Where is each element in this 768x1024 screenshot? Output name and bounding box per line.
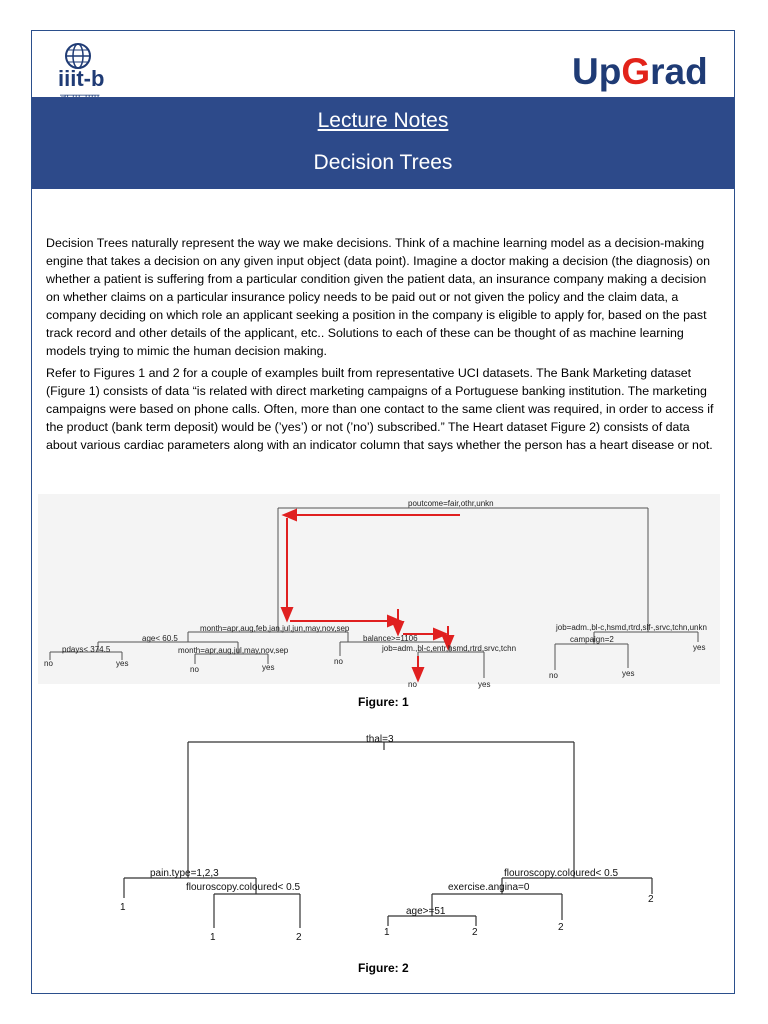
f2-node-root: thal=3: [366, 734, 394, 745]
f1-leaf: yes: [116, 659, 129, 668]
f2-leaf: 2: [558, 922, 564, 933]
figure1-background: [38, 494, 720, 684]
f2-node-age: age>=51: [406, 906, 446, 917]
f1-leaf: yes: [262, 663, 275, 672]
f2-leaf: 1: [120, 902, 126, 913]
f1-leaf: no: [44, 659, 53, 668]
figure2-caption: Figure: 2: [358, 961, 409, 975]
f2-node-flouro1: flouroscopy.coloured< 0.5: [186, 882, 301, 893]
f1-node-job1: job=adm.,bl-c,entr,hsmd,rtrd,srvc,tchn: [382, 644, 517, 653]
f1-leaf: no: [549, 671, 558, 680]
upgrad-logo-part1: Up: [572, 51, 622, 92]
f2-leaf: 2: [472, 927, 478, 938]
datasets-paragraph: Refer to Figures 1 and 2 for a couple of examples built from representative UCI datasets. The Bank Marketing dataset (Figure 1) consists of data “is related with direct marketing campaigns of a Portuguese banking institution. The marketing campaigns were based on phone calls. Often, more than one contact to the same client was required, in order to access if the product (bank term deposit) would be (’yes’) or not (’no’) subscribed.” The Heart dataset Figure 2) consists of data about various cardiac parameters along with an indicator column that says whether the person has a heart disease or not.: [46, 366, 714, 452]
f1-leaf: yes: [622, 669, 635, 678]
upgrad-logo-part3: rad: [650, 51, 708, 92]
f2-node-exercise: exercise.angina=0: [448, 882, 530, 893]
iiitb-logo-text: iiit-b: [58, 66, 105, 91]
f1-node-month1: month=apr,aug,feb,jan,jul,jun,may,nov,sep: [200, 624, 350, 633]
f1-leaf: yes: [478, 680, 491, 689]
f2-leaf: 1: [384, 927, 390, 938]
intro-paragraph: Decision Trees naturally represent the way we make decisions. Think of a machine learning model as a decision-making engine that takes a decision on any given input object (data point). Imagine a doctor making a decision (the diagnosis) on whether a patient is suffering from a particular condition given the patient data, an insurance company making a decision on whether claims on a particular insurance policy needs to be paid out or not given the policy and the claim data, a company deciding on which role an applicant seeking a position in the company is eligible to apply for, based on the past track record and other details of the applicant, etc.. Solutions to each of these can be thought of as machine learning models trying to mimic the human decision making.: [46, 236, 711, 358]
f1-node-campaign: campaign=2: [570, 635, 614, 644]
f1-node-balance: balance>=1106: [363, 634, 418, 643]
f1-node-pdays: pdays< 374.5: [62, 645, 111, 654]
figure1-caption: Figure: 1: [358, 695, 409, 709]
figure2-decision-tree: [110, 730, 670, 943]
upgrad-logo-part2: G: [621, 51, 651, 92]
f2-leaf: 1: [210, 932, 216, 943]
f1-node-age: age< 60.5: [142, 634, 178, 643]
page-subtitle: Decision Trees: [313, 151, 453, 174]
f2-node-flouro2: flouroscopy.coloured< 0.5: [504, 868, 619, 879]
f2-leaf: 2: [296, 932, 302, 943]
figure1-decision-tree: [38, 494, 720, 689]
title-banner: [32, 97, 734, 189]
f1-leaf: no: [334, 657, 343, 666]
f1-leaf: no: [190, 665, 199, 674]
f1-node-month2: month=apr,aug,jul,may,nov,sep: [178, 646, 289, 655]
f1-leaf: yes: [693, 643, 706, 652]
f1-node-root: poutcome=fair,othr,unkn: [408, 499, 494, 508]
f2-node-pain: pain.type=1,2,3: [150, 868, 219, 879]
f2-leaf: 2: [648, 894, 654, 905]
figure2-tree-lines: [124, 742, 652, 928]
upgrad-logo: [572, 51, 708, 93]
iiitb-globe-icon: [58, 42, 118, 90]
f1-node-job2: job=adm.,bl-c,hsmd,rtrd,slf-,srvc,tchn,unkn: [556, 623, 707, 632]
f1-leaf: no: [408, 680, 417, 689]
page-title: Lecture Notes: [317, 109, 449, 132]
